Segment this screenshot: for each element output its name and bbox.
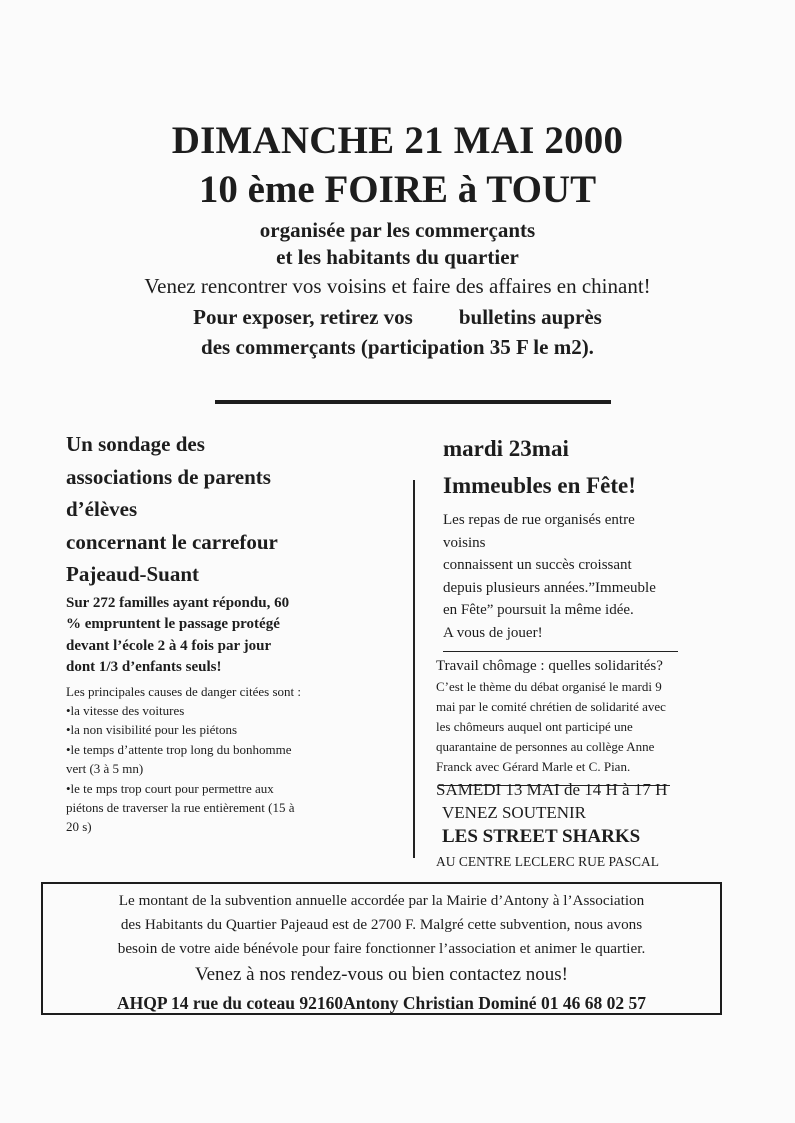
cause-line: •le te mps trop court pour permettre aux — [66, 780, 274, 796]
organised-by-line-2: et les habitants du quartier — [276, 245, 519, 269]
body-line: A vous de jouer! — [443, 624, 543, 641]
body-line: Les repas de rue organisés entre — [443, 512, 635, 528]
body-line: depuis plusieurs années.”Immeuble — [443, 579, 656, 596]
cause-line: •le temps d’attente trop long du bonhomme — [66, 741, 292, 757]
cause-line: piétons de traverser la rue entièrement (15 à — [66, 799, 295, 815]
exhibitor-text-part2: bulletins auprès — [458, 305, 602, 329]
survey-title-line: d’élèves — [66, 497, 138, 521]
survey-title — [66, 428, 366, 591]
travail-title: Travail chômage : quelles solidarités? — [436, 658, 663, 674]
immeubles-date: mardi 23mai — [443, 436, 569, 461]
body-line: voisins — [443, 534, 486, 551]
column-divider — [413, 480, 415, 858]
contact-invitation: Venez à nos rendez-vous ou bien contactez nous! — [195, 964, 568, 985]
cause-line: •la vitesse des voitures — [66, 702, 185, 718]
cause-line: 20 s) — [66, 819, 92, 835]
event-date-heading: DIMANCHE 21 MAI 2000 — [171, 119, 624, 162]
body-line: connaissent un succès croissant — [443, 557, 632, 574]
stat-line: dont 1/3 d’enfants seuls! — [66, 659, 222, 675]
travail-line: mai par le comité chrétien de solidarité avec — [436, 699, 666, 714]
header-divider — [215, 400, 611, 404]
travail-section — [436, 655, 766, 786]
subvention-text — [43, 889, 720, 961]
danger-causes — [66, 682, 366, 837]
subvention-line: des Habitants du Quartier Pajeaud est de 2700 F. Malgré cette subvention, nous avons — [120, 916, 643, 933]
cause-line: vert (3 à 5 mn) — [66, 761, 144, 777]
centre-location: AU CENTRE LECLERC RUE PASCAL — [436, 854, 660, 869]
stat-line: devant l’école 2 à 4 fois par jour — [66, 637, 272, 654]
causes-intro: Les principales causes de danger citées sont : — [66, 683, 301, 699]
venez-soutenir: VENEZ SOUTENIR — [442, 803, 587, 822]
body-line: en Fête” poursuit la même idée. — [443, 602, 634, 619]
travail-body — [436, 677, 766, 777]
cause-line: •la non visibilité pour les piétons — [66, 722, 238, 738]
survey-section — [66, 428, 366, 837]
stat-line: % empruntent le passage protégé — [66, 616, 280, 632]
event-title-heading: 10 ème FOIRE à TOUT — [198, 168, 597, 211]
survey-title-line: concernant le carrefour — [66, 529, 278, 554]
travail-line: Franck avec Gérard Marle et C. Pian. — [436, 759, 631, 774]
organised-by-line-1: organisée par les commerçants — [259, 218, 536, 242]
survey-title-line: Pajeaud-Suant — [66, 562, 200, 586]
contact-address: AHQP 14 rue du coteau 92160Antony Christian Dominé 01 46 68 02 57 — [117, 993, 646, 1013]
immeubles-divider — [443, 651, 678, 652]
samedi-date: SAMEDI 13 MAI de 14 H à 17 H — [436, 780, 668, 799]
travail-line: les chômeurs auquel ont participé une — [436, 719, 633, 734]
street-sharks-section — [436, 778, 776, 872]
subvention-line: besoin de votre aide bénévole pour faire fonctionner l’association et animer le quartier. — [117, 940, 646, 957]
survey-statistics — [66, 593, 366, 679]
survey-title-line: Un sondage des — [66, 432, 205, 456]
immeubles-section — [443, 432, 773, 652]
immeubles-body — [443, 509, 713, 645]
exhibitor-line-1 — [0, 302, 795, 332]
association-box — [41, 882, 722, 1015]
exhibitor-text-part1: Pour exposer, retirez vos — [193, 305, 413, 329]
stat-line: Sur 272 familles ayant répondu, 60 — [66, 594, 290, 611]
exhibitor-line-2: des commerçants (participation 35 F le m2). — [201, 335, 594, 359]
street-sharks-title: LES STREET SHARKS — [442, 826, 641, 847]
travail-line: quarantaine de personnes au collège Anne — [436, 739, 655, 754]
survey-title-line: associations de parents — [66, 464, 271, 489]
invitation-line: Venez rencontrer vos voisins et faire des affaires en chinant! — [144, 274, 651, 298]
travail-line: C’est le thème du débat organisé le mardi 9 — [436, 679, 662, 694]
immeubles-title: Immeubles en Fête! — [443, 473, 636, 498]
subvention-line: Le montant de la subvention annuelle accordée par la Mairie d’Antony à l’Association — [118, 892, 645, 909]
flyer-header — [0, 118, 795, 362]
